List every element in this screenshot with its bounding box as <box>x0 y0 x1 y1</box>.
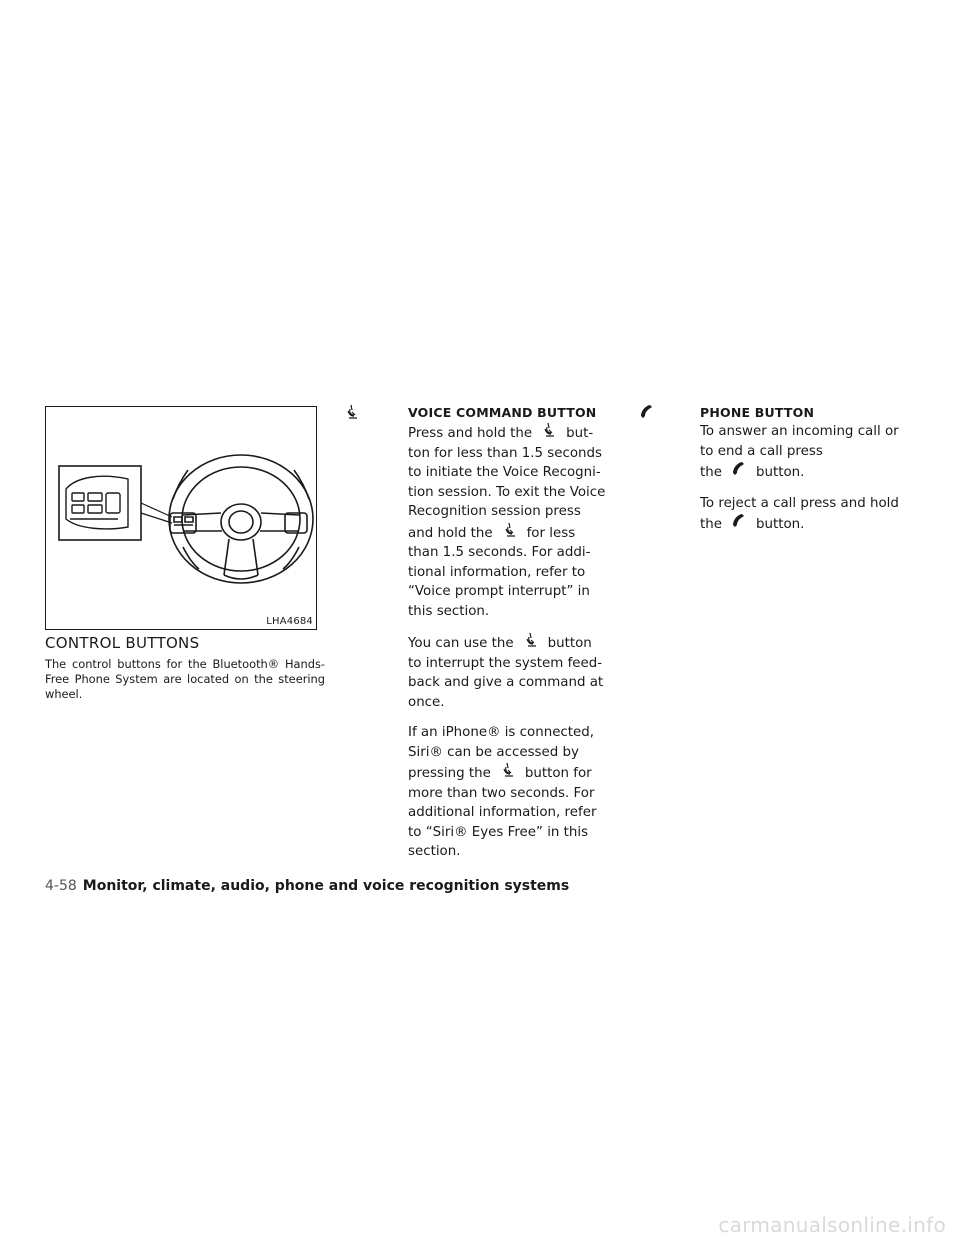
phone-paragraph-1: To answer an incoming call or to end a call press the button. <box>700 424 899 480</box>
voice-command-icon <box>514 632 548 648</box>
phone-icon <box>640 404 654 420</box>
voice-paragraph-2: You can use the button to interrupt the system feed- back and give a command at once. <box>408 632 608 712</box>
phone-icon <box>722 461 756 477</box>
page-number: 4-58 <box>45 878 77 894</box>
section-intro: The control buttons for the Bluetooth® Hands-Free Phone System are located on the steering wheel. <box>45 657 325 701</box>
section-title: CONTROL BUTTONS <box>45 634 200 652</box>
voice-command-icon <box>345 404 359 420</box>
phone-heading: PHONE BUTTON <box>700 405 815 420</box>
voice-command-icon <box>493 522 527 538</box>
voice-command-heading: VOICE COMMAND BUTTON <box>408 405 597 420</box>
voice-command-body <box>408 422 608 873</box>
voice-command-icon <box>491 762 525 778</box>
watermark: carmanualsonline.info <box>718 1213 946 1237</box>
voice-paragraph-1: Press and hold the but- ton for less than 1.5 seconds to initiate the Voice Recogni- tion session. To exit the Voice Recognition session press and hold the for less than 1.5 seconds. For addi- tional information, refer to “Voice prompt interrupt” in this section. <box>408 422 608 621</box>
voice-command-icon <box>532 422 566 438</box>
steering-wheel-drawing <box>46 407 318 631</box>
voice-paragraph-3: If an iPhone® is connected, Siri® can be accessed by pressing the button for more than two seconds. For additional information, refer to “Siri® Eyes Free” in this section. <box>408 725 597 859</box>
figure-code: LHA4684 <box>266 616 313 627</box>
phone-paragraph-2: To reject a call press and hold the button. <box>700 495 899 532</box>
steering-wheel-illustration <box>45 406 317 630</box>
phone-body <box>700 422 915 546</box>
chapter-title: Monitor, climate, audio, phone and voice recognition systems <box>82 878 570 894</box>
page-footer <box>45 878 569 894</box>
phone-icon <box>722 513 756 529</box>
